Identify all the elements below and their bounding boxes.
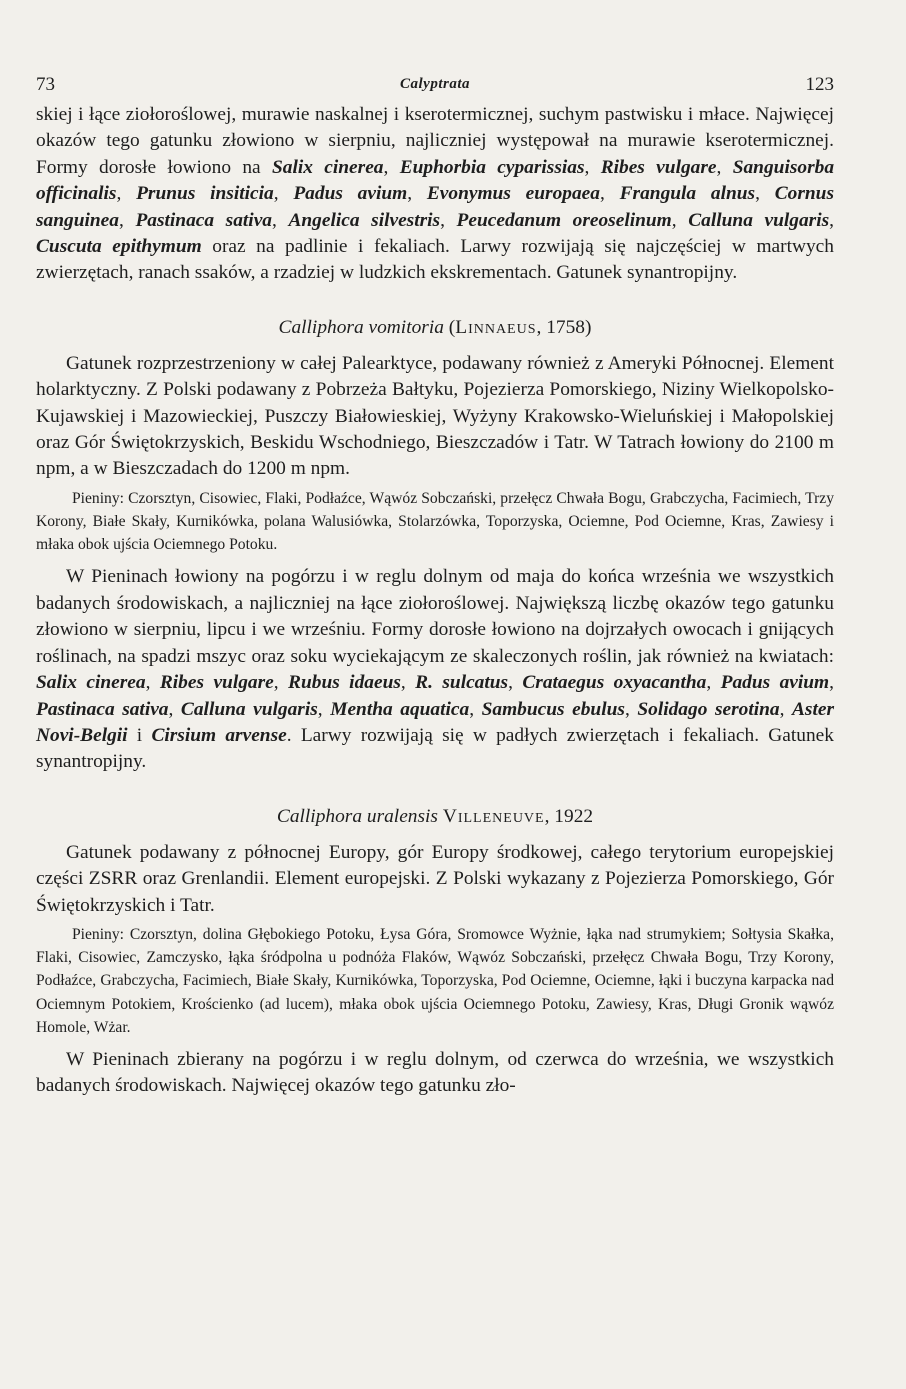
species-author: Villeneuve: [442, 805, 545, 827]
text-run: ,: [706, 672, 721, 694]
taxon-name: Salix cinerea: [36, 672, 146, 694]
text-run: ,: [145, 672, 160, 694]
taxon-name: Rubus idaeus: [288, 672, 401, 694]
text-run: ,: [272, 209, 289, 231]
taxon-name: R. sulcatus: [415, 672, 509, 694]
taxon-name: Aster Novi-Belgii: [36, 698, 835, 746]
taxon-name: Euphorbia cyparissias: [399, 156, 585, 178]
species-heading-vomitoria: [36, 315, 834, 341]
text-run: ,: [829, 672, 834, 694]
species-heading-uralensis: [36, 804, 834, 830]
running-title: Calyptrata: [399, 76, 470, 92]
text-run: . Larwy rozwijają się w padłych zwierzętach i fekaliach. Gatunek synantropijny.: [36, 724, 834, 773]
taxon-name: Cuscuta epithymum: [36, 236, 202, 258]
text-run: ,: [407, 183, 427, 205]
text-run: ,: [624, 698, 638, 720]
taxon-name: Calluna vulgaris: [688, 209, 830, 231]
text-run: ,: [716, 156, 733, 178]
text-run: ,: [168, 698, 181, 720]
taxon-name: Sambucus ebulus: [481, 698, 625, 720]
paragraph-continuation: [36, 102, 834, 287]
taxon-name: Cornus sanguinea: [36, 183, 835, 231]
species-open-paren: (: [443, 316, 456, 338]
taxon-name: Cirsium arvense: [151, 724, 287, 746]
taxon-name: Solidago serotina: [637, 698, 780, 720]
taxon-name: Calluna vulgaris: [180, 698, 318, 720]
text-run: ,: [779, 698, 792, 720]
localities-paragraph: Pieniny: Czorsztyn, dolina Głębokiego Potoku, Łysa Góra, Sromowce Wyżnie, łąka nad strumykiem; Sołtysia Skałka, Flaki, Cisowiec, Zamczysko, łąka śródpolna u podnóża Flaków, Wąwóz Sobczański, przełęcz Chwała Bogu, Trzy Korony, Podłaźce, Grabczycha, Facimiech, Białe Skały, Kurnikówka, Toporzyska, Pod Ociemne, Ociemne, łąki i buczyna karpacka nad Ociemnym Potokiem, Krościenko (ad lucem), młaka obok ujścia Ociemnego Potoku, Zawiesy, Kras, Długi Gronik wąwóz Homole, Wżar.: [36, 925, 834, 1036]
text-run: ,: [273, 672, 289, 694]
taxon-name: Salix cinerea: [271, 156, 384, 178]
species-year: , 1922: [544, 805, 594, 827]
taxon-name: Prunus insiticia: [136, 183, 274, 205]
species-name: Calliphora uralensis: [276, 805, 438, 827]
taxon-name: Ribes vulgare: [600, 156, 717, 178]
text-run: W Pieninach łowiony na pogórzu i w reglu dolnym od maja do końca września we wszystkich badanych środowiskach, a najliczniej na łące ziołoroślowej. Największą liczbę okazów tego gatunku złowiono w sierpniu, lipcu i we wrześniu. Formy dorosłe łowiono na dojrzałych owocach i gnijących roślinach, na spadzi mszyc oraz soku wyciekającym ze skaleczonych roślin, jak również na kwiatach:: [36, 566, 834, 667]
ecology-paragraph: W Pieninach zbierany na pogórzu i w reglu dolnym, od czerwca do września, we wszystkich badanych środowiskach. Najwięcej okazów tego gatunku zło-: [36, 1048, 834, 1097]
text-run: ,: [469, 698, 482, 720]
text-run: ,: [440, 209, 457, 231]
text-run: ,: [118, 209, 136, 231]
taxon-name: Mentha aquatica: [330, 698, 470, 720]
distribution-paragraph: Gatunek rozprzestrzeniony w całej Palearktyce, podawany również z Ameryki Północnej. Element holarktyczny. Z Polski podawany z Pobrzeża Bałtyku, Pojezierza Pomorskiego, Niziny Wielkopolsko-Kujawskiej i Mazowieckiej, Puszczy Białowieskiej, Wyżyny Krakowsko-Wieluńskiej i Małopolskiej oraz Gór Świętokrzyskich, Beskidu Wschodniego, Bieszczadów i Tatr. W Tatrach łowiony do 2100 m npm, a w Bieszczadach do 1200 m npm.: [36, 352, 834, 480]
localities-paragraph: Pieniny: Czorsztyn, Cisowiec, Flaki, Podłaźce, Wąwóz Sobczański, przełęcz Chwała Bogu, Grabczycha, Facimiech, Trzy Korony, Białe Skały, Kurnikówka, polana Walusiówka, Stolarzówka, Toporzyska, Ociemne, Pod Ociemne, Kras, Zawiesy i młaka obok ujścia Ociemnego Potoku.: [36, 489, 834, 554]
text-run: oraz na padlinie i fekaliach. Larwy rozwijają się najczęściej w martwych zwierzętach, ranach ssaków, a rzadziej w ludzkich ekskrementach. Gatunek synantropijny.: [36, 236, 834, 284]
taxon-name: Pastinaca sativa: [135, 209, 272, 231]
text-run: ,: [400, 672, 416, 694]
text-run: ,: [116, 183, 137, 205]
text-run: i: [127, 724, 152, 746]
species-name: Calliphora vomitoria: [278, 316, 444, 338]
text-run: ,: [755, 183, 775, 205]
taxon-name: Frangula alnus: [619, 183, 756, 205]
running-head: [36, 68, 834, 102]
text-run: ,: [273, 183, 294, 205]
text-run: ,: [508, 672, 523, 694]
left-number: 73: [36, 74, 55, 95]
taxon-name: Padus avium: [720, 672, 830, 694]
text-run: ,: [829, 209, 834, 231]
ecology-paragraph: [36, 564, 834, 775]
text-run: ,: [383, 156, 400, 178]
species-year: , 1758): [536, 316, 592, 338]
taxon-name: Sanguisorba officinalis: [36, 156, 835, 205]
taxon-name: Peucedanum oreoselinum: [456, 209, 672, 231]
taxon-name: Evonymus europaea: [426, 183, 600, 205]
text-run: ,: [599, 183, 620, 205]
text-run: ,: [671, 209, 689, 231]
taxon-name: Padus avium: [293, 183, 408, 205]
taxon-name: Ribes vulgare: [159, 672, 274, 694]
distribution-paragraph: Gatunek podawany z północnej Europy, gór Europy środkowej, całego terytorium europejskiej części ZSRR oraz Grenlandii. Element europejski. Z Polski wykazany z Pojezierza Pomorskiego, Gór Świętokrzyskich i Tatr.: [36, 841, 834, 916]
taxon-name: Pastinaca sativa: [36, 698, 169, 720]
text-run: ,: [584, 156, 601, 178]
text-run: skiej i łące ziołoroślowej, murawie naskalnej i kserotermicznej, suchym pastwisku i młace. Najwięcej okazów tego gatunku złowiono w sierpniu, najliczniej występował na murawie kserotermicznej. Formy dorosłe łowiono na: [36, 104, 834, 178]
taxon-name: Angelica silvestris: [288, 209, 441, 231]
species-author: Linnaeus: [455, 316, 537, 338]
page-number: 123: [805, 74, 834, 95]
taxon-name: Crataegus oxyacantha: [522, 672, 707, 694]
text-run: ,: [317, 698, 331, 720]
